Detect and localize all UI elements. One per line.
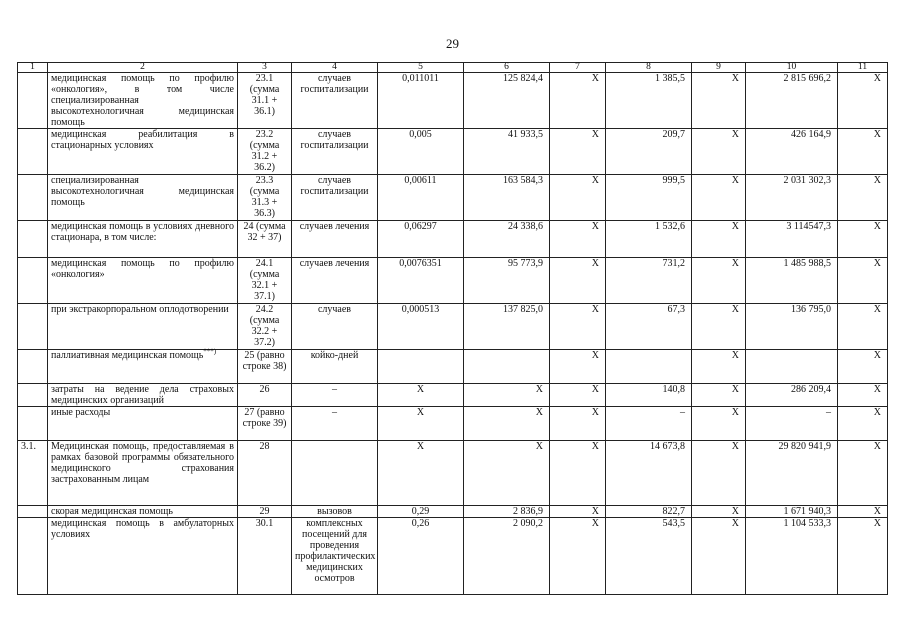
cell-text: 137 825,0 bbox=[503, 304, 543, 315]
cell-text: X bbox=[591, 175, 599, 186]
cell-text: X bbox=[591, 73, 599, 84]
table-cell-col1 bbox=[18, 506, 48, 518]
table-cell-col1 bbox=[18, 407, 48, 441]
table-cell-col6 bbox=[464, 350, 550, 384]
cell-text: паллиативная медицинская помощь bbox=[51, 350, 204, 361]
table-cell-col5 bbox=[378, 258, 464, 304]
col-header: 9 bbox=[692, 63, 746, 73]
table-cell-col11 bbox=[838, 506, 888, 518]
table-cell-col2 bbox=[48, 506, 238, 518]
cell-text: 0,29 bbox=[411, 506, 430, 517]
table-cell-col10 bbox=[746, 73, 838, 129]
table-cell-col7 bbox=[550, 73, 606, 129]
table-cell-col7 bbox=[550, 441, 606, 506]
table-cell-col2 bbox=[48, 175, 238, 221]
cell-text: 0,0076351 bbox=[399, 258, 442, 269]
table-cell-col7 bbox=[550, 407, 606, 441]
table-body bbox=[18, 73, 888, 595]
table-cell-col5 bbox=[378, 506, 464, 518]
table-cell-col11 bbox=[838, 350, 888, 384]
table-cell-col4 bbox=[292, 258, 378, 304]
cell-text: 26 bbox=[259, 384, 270, 395]
table-cell-col7 bbox=[550, 129, 606, 175]
col-header: 5 bbox=[378, 63, 464, 73]
cell-text: 0,000513 bbox=[401, 304, 440, 315]
table-cell-col1 bbox=[18, 73, 48, 129]
cell-text: 1 385,5 bbox=[655, 73, 685, 84]
cell-text: 125 824,4 bbox=[503, 73, 543, 84]
col-header: 10 bbox=[746, 63, 838, 73]
cell-text: X bbox=[535, 441, 543, 452]
table-row bbox=[18, 350, 888, 384]
cell-text: X bbox=[873, 384, 881, 395]
cell-text: 136 795,0 bbox=[791, 304, 831, 315]
table-cell-col3 bbox=[238, 384, 292, 407]
cell-text: при экстракорпоральном оплодотворении bbox=[51, 304, 229, 315]
col-header: 11 bbox=[838, 63, 888, 73]
cell-text: иные расходы bbox=[51, 407, 111, 418]
cell-text: 30.1 bbox=[255, 518, 274, 529]
cell-text: 24.2 (сумма 32.2 + 37.2) bbox=[249, 304, 280, 348]
cell-text: 0,00611 bbox=[404, 175, 437, 186]
cell-text: X bbox=[873, 350, 881, 361]
col-header: 7 bbox=[550, 63, 606, 73]
table-cell-col6 bbox=[464, 73, 550, 129]
cell-text: X bbox=[731, 73, 739, 84]
cell-text: X bbox=[731, 221, 739, 232]
cell-text: 24.1 (сумма 32.1 + 37.1) bbox=[249, 258, 280, 302]
table-cell-col1 bbox=[18, 384, 48, 407]
table-cell-col2 bbox=[48, 221, 238, 258]
table-row bbox=[18, 407, 888, 441]
cell-text: Медицинская помощь, предоставляемая в рамках базовой программы обязательного медицинского страхования застрахованным лицам bbox=[51, 441, 234, 485]
col-header: 4 bbox=[292, 63, 378, 73]
cell-text: скорая медицинская помощь bbox=[51, 506, 173, 517]
table-cell-col5 bbox=[378, 221, 464, 258]
cell-text: X bbox=[873, 175, 881, 186]
table-cell-col1 bbox=[18, 175, 48, 221]
cell-text: 286 209,4 bbox=[791, 384, 831, 395]
cell-text: комплексных посещений для проведения профилактических медицинских осмотров bbox=[295, 518, 376, 584]
table-cell-col4 bbox=[292, 175, 378, 221]
table-cell-col7 bbox=[550, 384, 606, 407]
cell-text: X bbox=[731, 506, 739, 517]
cell-text: X bbox=[731, 258, 739, 269]
table-cell-col6 bbox=[464, 407, 550, 441]
table-row bbox=[18, 384, 888, 407]
table-cell-col10 bbox=[746, 384, 838, 407]
table-cell-col4 bbox=[292, 506, 378, 518]
cell-text: 426 164,9 bbox=[791, 129, 831, 140]
table-cell-col7 bbox=[550, 258, 606, 304]
cell-text: 1 532,6 bbox=[655, 221, 685, 232]
cell-text: медицинская помощь в амбулаторных условиях bbox=[51, 518, 234, 540]
cell-text: случаев госпитализации bbox=[300, 73, 369, 95]
cell-text: случаев bbox=[317, 304, 352, 315]
cell-text: 0,005 bbox=[409, 129, 432, 140]
table-cell-col11 bbox=[838, 518, 888, 595]
table-cell-col4 bbox=[292, 407, 378, 441]
table-cell-col2 bbox=[48, 73, 238, 129]
table-cell-col3 bbox=[238, 175, 292, 221]
table-cell-col5 bbox=[378, 129, 464, 175]
cell-text: X bbox=[591, 304, 599, 315]
table-cell-col7 bbox=[550, 221, 606, 258]
cell-text: X bbox=[873, 441, 881, 452]
col-header: 8 bbox=[606, 63, 692, 73]
cell-text: затраты на ведение дела страховых медицинских организаций bbox=[51, 384, 234, 406]
table-cell-col11 bbox=[838, 221, 888, 258]
cell-text: 0,011011 bbox=[402, 73, 439, 84]
table-cell-col5 bbox=[378, 73, 464, 129]
table-cell-col8 bbox=[606, 304, 692, 350]
table-cell-col2 bbox=[48, 407, 238, 441]
table-cell-col6 bbox=[464, 258, 550, 304]
col-header: 3 bbox=[238, 63, 292, 73]
cell-text: X bbox=[873, 506, 881, 517]
table-cell-col6 bbox=[464, 506, 550, 518]
header-row bbox=[18, 63, 888, 73]
cell-text: 23.2 (сумма 31.2 + 36.2) bbox=[249, 129, 280, 173]
table-cell-col8 bbox=[606, 258, 692, 304]
table-cell-col9 bbox=[692, 304, 746, 350]
table-cell-col10 bbox=[746, 129, 838, 175]
table-cell-col9 bbox=[692, 407, 746, 441]
cell-text: X bbox=[731, 350, 739, 361]
table-cell-col10 bbox=[746, 441, 838, 506]
table-cell-col3 bbox=[238, 129, 292, 175]
cell-text: X bbox=[873, 221, 881, 232]
table-cell-col4 bbox=[292, 518, 378, 595]
table-cell-col2 bbox=[48, 518, 238, 595]
table-row bbox=[18, 73, 888, 129]
cell-text: 0,06297 bbox=[404, 221, 437, 232]
table-cell-col3 bbox=[238, 407, 292, 441]
cell-text: X bbox=[591, 350, 599, 361]
table-cell-col10 bbox=[746, 518, 838, 595]
cell-text: 140,8 bbox=[662, 384, 685, 395]
table-cell-col4 bbox=[292, 221, 378, 258]
cell-text: 29 820 941,9 bbox=[778, 441, 831, 452]
cell-text: X bbox=[591, 407, 599, 418]
table-cell-col6 bbox=[464, 304, 550, 350]
cell-text: 1 671 940,3 bbox=[783, 506, 831, 517]
cell-text: 1 485 988,5 bbox=[783, 258, 831, 269]
table-cell-col2 bbox=[48, 304, 238, 350]
cell-text: медицинская помощь по профилю «онкология» bbox=[51, 258, 234, 280]
cell-text: 28 bbox=[259, 441, 270, 452]
footnote-mark: ***) bbox=[203, 347, 217, 356]
cell-text: 25 (равно строке 38) bbox=[242, 350, 287, 372]
cell-text: 95 773,9 bbox=[508, 258, 543, 269]
table-cell-col4 bbox=[292, 304, 378, 350]
cell-text: X bbox=[591, 506, 599, 517]
table-cell-col1 bbox=[18, 518, 48, 595]
table-cell-col9 bbox=[692, 175, 746, 221]
cell-text: X bbox=[591, 384, 599, 395]
table-cell-col4 bbox=[292, 384, 378, 407]
table-cell-col7 bbox=[550, 518, 606, 595]
cell-text: 41 933,5 bbox=[508, 129, 543, 140]
cell-text: X bbox=[591, 129, 599, 140]
cell-text: случаев лечения bbox=[299, 258, 370, 269]
table-cell-col6 bbox=[464, 221, 550, 258]
cell-text: вызовов bbox=[317, 506, 352, 517]
cell-text: 822,7 bbox=[662, 506, 685, 517]
table-cell-col3 bbox=[238, 304, 292, 350]
table-cell-col11 bbox=[838, 129, 888, 175]
cell-text: X bbox=[731, 304, 739, 315]
table-cell-col10 bbox=[746, 258, 838, 304]
table-cell-col10 bbox=[746, 407, 838, 441]
table-row bbox=[18, 175, 888, 221]
table-cell-col1 bbox=[18, 129, 48, 175]
cell-text: X bbox=[535, 384, 543, 395]
table-cell-col10 bbox=[746, 506, 838, 518]
table-cell-col8 bbox=[606, 384, 692, 407]
table-cell-col4 bbox=[292, 441, 378, 506]
table-cell-col6 bbox=[464, 518, 550, 595]
table-cell-col9 bbox=[692, 221, 746, 258]
cell-text: 14 673,8 bbox=[650, 441, 685, 452]
table-cell-col10 bbox=[746, 175, 838, 221]
financing-table bbox=[17, 62, 888, 595]
table-cell-col3 bbox=[238, 258, 292, 304]
cell-text: X bbox=[873, 518, 881, 529]
cell-text: 0,26 bbox=[411, 518, 430, 529]
cell-text: X bbox=[731, 518, 739, 529]
cell-text: 23.1 (сумма 31.1 + 36.1) bbox=[249, 73, 280, 117]
table-cell-col10 bbox=[746, 221, 838, 258]
table-cell-col4 bbox=[292, 73, 378, 129]
table-cell-col5 bbox=[378, 350, 464, 384]
table-cell-col5 bbox=[378, 407, 464, 441]
table-cell-col5 bbox=[378, 384, 464, 407]
cell-text: X bbox=[591, 518, 599, 529]
table-cell-col11 bbox=[838, 441, 888, 506]
cell-text: – bbox=[332, 384, 337, 395]
table-cell-col11 bbox=[838, 175, 888, 221]
table-cell-col5 bbox=[378, 304, 464, 350]
table-cell-col8 bbox=[606, 129, 692, 175]
cell-text: койко-дней bbox=[310, 350, 359, 361]
table-cell-col8 bbox=[606, 441, 692, 506]
table-cell-col11 bbox=[838, 384, 888, 407]
cell-text: 67,3 bbox=[667, 304, 685, 315]
cell-text: 24 338,6 bbox=[508, 221, 543, 232]
table-row bbox=[18, 304, 888, 350]
cell-text: медицинская реабилитация в стационарных условиях bbox=[51, 129, 234, 151]
table-row bbox=[18, 221, 888, 258]
cell-text: 2 815 696,2 bbox=[783, 73, 831, 84]
table-cell-col6 bbox=[464, 129, 550, 175]
table-row bbox=[18, 129, 888, 175]
table-cell-col9 bbox=[692, 73, 746, 129]
table-cell-col7 bbox=[550, 304, 606, 350]
table-cell-col2 bbox=[48, 384, 238, 407]
cell-text: X bbox=[731, 441, 739, 452]
cell-text: X bbox=[873, 304, 881, 315]
cell-text: 209,7 bbox=[662, 129, 685, 140]
cell-text: X bbox=[731, 384, 739, 395]
table-cell-col8 bbox=[606, 407, 692, 441]
table-cell-col4 bbox=[292, 350, 378, 384]
cell-text: – bbox=[826, 407, 831, 418]
table-row bbox=[18, 441, 888, 506]
table-cell-col8 bbox=[606, 518, 692, 595]
cell-text: 999,5 bbox=[662, 175, 685, 186]
col-header: 1 bbox=[18, 63, 48, 73]
cell-text: X bbox=[535, 407, 543, 418]
table-cell-col7 bbox=[550, 506, 606, 518]
table-cell-col3 bbox=[238, 221, 292, 258]
cell-text: X bbox=[873, 258, 881, 269]
table-row bbox=[18, 518, 888, 595]
col-header: 6 bbox=[464, 63, 550, 73]
table-cell-col9 bbox=[692, 506, 746, 518]
table-cell-col2 bbox=[48, 129, 238, 175]
table-cell-col3 bbox=[238, 518, 292, 595]
table-cell-col2 bbox=[48, 441, 238, 506]
table-cell-col7 bbox=[550, 350, 606, 384]
cell-text: 3 114547,3 bbox=[786, 221, 831, 232]
table-cell-col7 bbox=[550, 175, 606, 221]
cell-text: X bbox=[591, 258, 599, 269]
cell-text: X bbox=[591, 221, 599, 232]
table-cell-col11 bbox=[838, 258, 888, 304]
table-cell-col10 bbox=[746, 304, 838, 350]
table-cell-col1 bbox=[18, 350, 48, 384]
cell-text: X bbox=[416, 407, 425, 418]
table-cell-col3 bbox=[238, 506, 292, 518]
table-cell-col10 bbox=[746, 350, 838, 384]
table-cell-col11 bbox=[838, 304, 888, 350]
table-cell-col5 bbox=[378, 518, 464, 595]
page-number: 29 bbox=[446, 36, 459, 51]
table-cell-col3 bbox=[238, 350, 292, 384]
cell-text: X bbox=[873, 129, 881, 140]
table-cell-col9 bbox=[692, 384, 746, 407]
cell-text: 1 104 533,3 bbox=[783, 518, 831, 529]
table-row bbox=[18, 506, 888, 518]
table-cell-col1 bbox=[18, 441, 48, 506]
table-cell-col8 bbox=[606, 221, 692, 258]
cell-text: X bbox=[731, 129, 739, 140]
cell-text: X bbox=[731, 407, 739, 418]
cell-text: медицинская помощь по профилю «онкология», в том числе специализированная высокотехнологичная медицинская помощь bbox=[51, 73, 234, 128]
cell-text: X bbox=[416, 441, 425, 452]
table-cell-col9 bbox=[692, 350, 746, 384]
cell-text: 2 836,9 bbox=[513, 506, 543, 517]
table-cell-col2 bbox=[48, 258, 238, 304]
cell-text: случаев госпитализации bbox=[300, 129, 369, 151]
table-cell-col6 bbox=[464, 441, 550, 506]
table-cell-col9 bbox=[692, 441, 746, 506]
cell-text: специализированная высокотехнологичная медицинская помощь bbox=[51, 175, 234, 208]
table-cell-col4 bbox=[292, 129, 378, 175]
cell-text: 731,2 bbox=[662, 258, 685, 269]
cell-text: 29 bbox=[259, 506, 270, 517]
table-cell-col2 bbox=[48, 347, 238, 384]
cell-text: X bbox=[591, 441, 599, 452]
cell-text: 27 (равно строке 39) bbox=[242, 407, 287, 429]
table-cell-col3 bbox=[238, 73, 292, 129]
table-cell-col1 bbox=[18, 304, 48, 350]
cell-text: X bbox=[873, 407, 881, 418]
cell-text: случаев госпитализации bbox=[300, 175, 369, 197]
table-cell-col1 bbox=[18, 258, 48, 304]
table-cell-col3 bbox=[238, 441, 292, 506]
table-cell-col9 bbox=[692, 518, 746, 595]
table-row bbox=[18, 258, 888, 304]
table-cell-col11 bbox=[838, 73, 888, 129]
table-cell-col11 bbox=[838, 407, 888, 441]
cell-text: медицинская помощь в условиях дневного стационара, в том числе: bbox=[51, 221, 234, 243]
cell-text: – bbox=[332, 407, 337, 418]
table-cell-col6 bbox=[464, 175, 550, 221]
cell-text: 2 090,2 bbox=[513, 518, 543, 529]
table-cell-col8 bbox=[606, 73, 692, 129]
cell-text: 3.1. bbox=[21, 441, 36, 452]
table-cell-col8 bbox=[606, 175, 692, 221]
cell-text: 23.3 (сумма 31.3 + 36.3) bbox=[249, 175, 280, 219]
table-cell-col5 bbox=[378, 175, 464, 221]
cell-text: 24 (сумма 32 + 37) bbox=[243, 221, 286, 243]
table-cell-col5 bbox=[378, 441, 464, 506]
cell-text: X bbox=[731, 175, 739, 186]
table-cell-col8 bbox=[606, 506, 692, 518]
table-cell-col8 bbox=[606, 350, 692, 384]
cell-text: 543,5 bbox=[662, 518, 685, 529]
table-cell-col9 bbox=[692, 129, 746, 175]
cell-text: X bbox=[416, 384, 425, 395]
cell-text: 163 584,3 bbox=[503, 175, 543, 186]
cell-text: случаев лечения bbox=[299, 221, 370, 232]
cell-text: – bbox=[680, 407, 685, 418]
table-cell-col1 bbox=[18, 221, 48, 258]
table-cell-col9 bbox=[692, 258, 746, 304]
cell-text: X bbox=[873, 73, 881, 84]
table-cell-col6 bbox=[464, 384, 550, 407]
cell-text: 2 031 302,3 bbox=[783, 175, 831, 186]
col-header: 2 bbox=[48, 63, 238, 73]
